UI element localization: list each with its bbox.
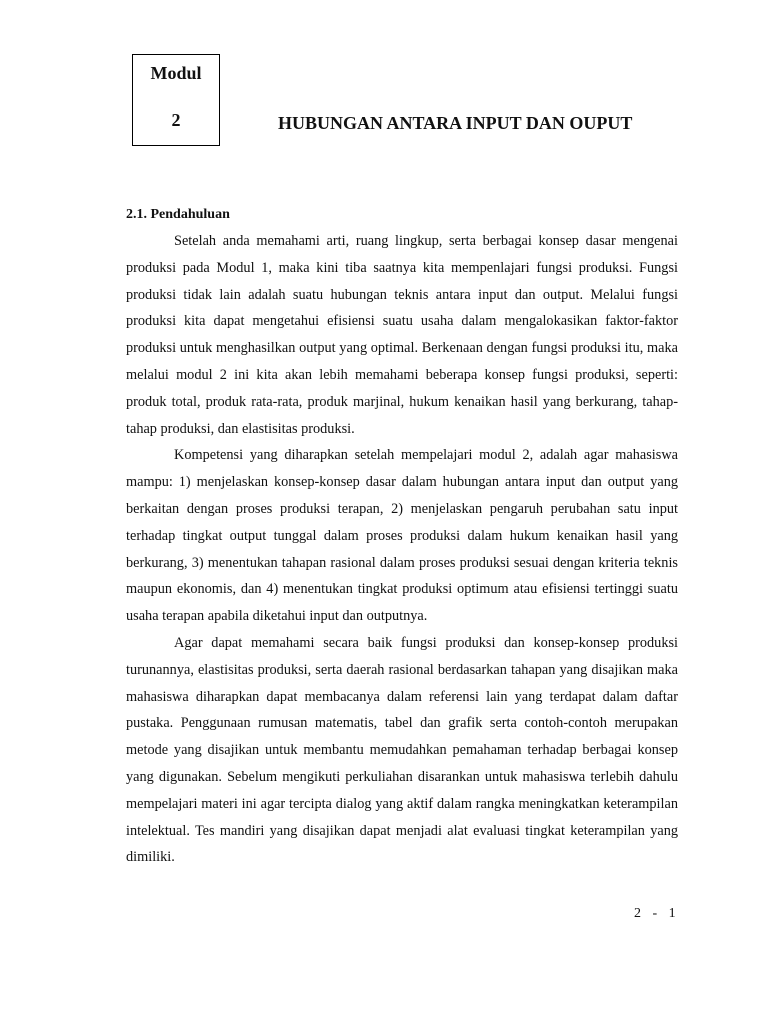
paragraph: Setelah anda memahami arti, ruang lingkup, serta berbagai konsep dasar mengenai produksi pada Modul 1, maka kini tiba saatnya kita mempenlajari fungsi produksi. Fungsi produksi tidak lain adalah suatu hubungan teknis antara input dan output. Melalui fungsi produksi kita dapat mengetahui efisiensi suatu usaha dalam mengalokasikan faktor-faktor produksi untuk menghasilkan output yang optimal. Berkenaan dengan fungsi produksi itu, maka melalui modul 2 ini kita akan lebih memahami beberapa konsep fungsi produksi, seperti: produk total, produk rata-rata, produk marjinal, hukum kenaikan hasil yang berkurang, tahap-tahap produksi, dan elastisitas produksi.	[126, 233, 678, 437]
paragraph: Kompetensi yang diharapkan setelah mempelajari modul 2, adalah agar mahasiswa mampu: 1) menjelaskan konsep-konsep dasar dalam hubungan antara input dan output yang berkaitan dengan proses produksi terapan, 2) menjelaskan pengaruh perubahan satu input terhadap tingkat output tunggal dalam proses produksi dalam hukum kenaikan hasil yang berkurang, 3) menentukan tahapan rasional dalam proses produksi sesuai dengan kriteria teknis maupun ekonomis, dan 4) menentukan tingkat produksi optimum atau efisiensi tertinggi suatu usaha terapan apabila diketahui input dan outputnya.	[126, 447, 678, 625]
modul-label: Modul	[150, 63, 202, 83]
page-number: 2 - 1	[634, 906, 676, 921]
modul-number: 2	[171, 110, 181, 130]
body-text	[126, 228, 678, 871]
paragraph: Agar dapat memahami secara baik fungsi produksi dan konsep-konsep produksi turunannya, elastisitas produksi, serta daerah rasional berdasarkan tahapan yang disajikan maka mahasiswa diharapkan dapat membacanya dalam referensi lain yang terdapat dalam daftar pustaka. Penggunaan rumusan matematis, tabel dan grafik serta contoh-contoh merupakan metode yang disajikan untuk membantu memudahkan pemahaman terhadap berbagai konsep yang digunakan. Sebelum mengikuti perkuliahan disarankan untuk mahasiswa terlebih dahulu mempelajari materi ini agar tercipta dialog yang aktif dalam rangka meningkatkan keterampilan intelektual. Tes mandiri yang disajikan dapat menjadi alat evaluasi tingkat keterampilan yang dimiliki.	[126, 634, 678, 866]
section-heading: 2.1. Pendahuluan	[126, 207, 230, 222]
document-title: HUBUNGAN ANTARA INPUT DAN OUPUT	[278, 113, 633, 133]
modul-box	[132, 54, 220, 146]
